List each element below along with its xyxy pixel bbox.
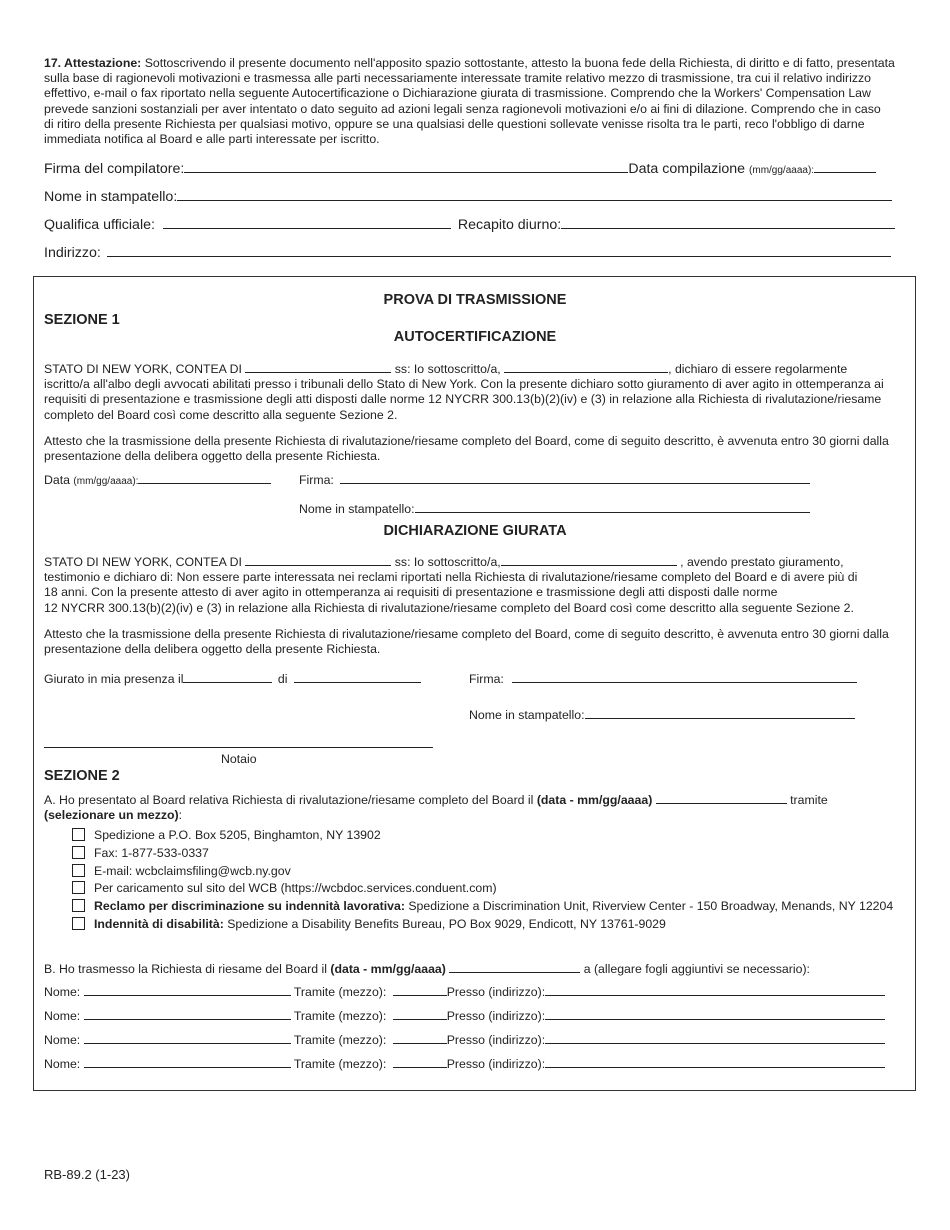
attestation-address-row: Indirizzo: — [44, 244, 891, 261]
address-field[interactable] — [107, 244, 891, 257]
attestation-label: 17. Attestazione: — [44, 56, 142, 70]
recipient-name-field[interactable] — [84, 983, 291, 996]
self-cert-date-row: Data (mm/gg/aaaa): — [44, 471, 271, 487]
attestation-title-row: Qualifica ufficiale: Recapito diurno: — [44, 216, 895, 233]
sworn-print-name-field[interactable] — [585, 706, 855, 719]
recipient-via-field[interactable] — [393, 1055, 447, 1068]
self-cert-print-name-field[interactable] — [415, 500, 810, 513]
sworn-paragraph: STATO DI NEW YORK, CONTEA DI ss: Io sottoscritto/a, , avendo prestato giuramento, testimonio e dichiaro di: Non essere parte interessata nei reclami riportati nella Richiesta di rivalutazione/riesame completo del Board e di avere più di 18 anni. Con la presente attesto di aver agito in ottemperanza ai requisiti di presentazione e trasmissione degli atti disposti dalle norme 12 NYCRR 300.13(b)(2)(iv) e (3) in relazione alla Richiesta di rivalutazione/riesame completo del Board così come descritto alla seguente Sezione 2. — [44, 555, 858, 615]
recipient-via-field[interactable] — [393, 983, 447, 996]
recipient-name-field[interactable] — [84, 1031, 291, 1044]
checkbox[interactable] — [72, 828, 85, 841]
date-field[interactable] — [814, 160, 876, 173]
checkbox[interactable] — [72, 917, 85, 930]
checkbox[interactable] — [72, 881, 85, 894]
recipient-row: Nome: Tramite (mezzo): Presso (indirizzo): — [44, 1007, 885, 1023]
checkbox[interactable] — [72, 899, 85, 912]
county-field[interactable] — [245, 360, 391, 373]
section1-label: SEZIONE 1 — [44, 312, 120, 328]
option-mail[interactable]: Spedizione a P.O. Box 5205, Binghamton, NY 13902 — [72, 828, 381, 842]
print-name-field[interactable] — [177, 188, 892, 201]
proof-title: PROVA DI TRASMISSIONE — [383, 292, 567, 308]
sworn-day-field[interactable] — [183, 670, 272, 683]
recipient-address-field[interactable] — [545, 983, 885, 996]
phone-field[interactable] — [561, 216, 895, 229]
checkbox[interactable] — [72, 846, 85, 859]
recipient-name-field[interactable] — [84, 1055, 291, 1068]
self-cert-print-name-row: Nome in stampatello: — [299, 500, 810, 516]
option-discrimination[interactable]: Reclamo per discriminazione su indennità lavorativa: Spedizione a Discrimination Unit, Riverview Center - 150 Broadway, Menands, NY 12204 — [72, 899, 893, 913]
section2-label: SEZIONE 2 — [44, 768, 120, 784]
sworn-signature-row: Firma: — [469, 670, 857, 686]
section2-a-text: A. Ho presentato al Board relativa Richiesta di rivalutazione/riesame completo del Board il (data - mm/gg/aaaa) tramite (selezionare un mezzo): — [44, 793, 828, 823]
attestation-print-name-row: Nome in stampatello: — [44, 188, 892, 205]
notary-signature-line[interactable] — [44, 747, 433, 748]
sworn-name-field[interactable] — [501, 553, 677, 566]
self-cert-signature-field[interactable] — [340, 471, 810, 484]
recipient-row: Nome: Tramite (mezzo): Presso (indirizzo): — [44, 983, 885, 999]
self-cert-paragraph: STATO DI NEW YORK, CONTEA DI ss: Io sottoscritto/a, , dichiaro di essere regolarmente iscritto/a all'albo degli avvocati abilitati presso i tribunali dello Stato di New York. Con la presente dichiaro sotto giuramento di aver agito in ottemperanza ai requisiti di presentazione e trasmissione degli atti disposti dalle norme 12 NYCRR 300.13(b)(2)(iv) e (3) in relazione alla Richiesta di rivalutazione/riesame completo del Board così come descritto alla seguente Sezione 2. — [44, 362, 884, 422]
transmit-date-field[interactable] — [449, 960, 580, 973]
notary-label: Notaio — [221, 752, 257, 766]
attestation-text: 17. Attestazione: Sottoscrivendo il presente documento nell'apposito spazio sottostante, attesto la buona fede della Richiesta, di diritto e di fatto, presentata sulla base di ragionevoli motivazioni e trasmessa alle parti necessariamente interessate tramite relativo mezzo di trasmissione, tra cui il relativo indirizzo effettivo, e-mail o fax riportato nella seguente Autocertificazione o Dichiarazione giurata di trasmissione. Comprendo che la Workers' Compensation Law prevede sanzioni sostanziali per aver intentato o dato seguito ad azioni legali senza ragionevoli motivazioni e/o ai fini di dilazione. Comprendo che in caso di ritiro della presente Richiesta per qualsiasi motivo, oppure se una qualsiasi delle questioni sollevate venisse risolta tra le parti, reco l'obbligo di darne immediata notifica al Board e alle parti interessate per iscritto. — [44, 56, 895, 147]
attestation-signature-row: Firma del compilatore: Data compilazione (mm/gg/aaaa): — [44, 160, 894, 177]
recipient-address-field[interactable] — [545, 1007, 885, 1020]
option-disability[interactable]: Indennità di disabilità: Spedizione a Disability Benefits Bureau, PO Box 9029, Endicott, NY 13761-9029 — [72, 917, 666, 931]
sworn-title: DICHIARAZIONE GIURATA — [383, 523, 567, 539]
self-cert-signature-row: Firma: — [299, 471, 810, 487]
sworn-county-field[interactable] — [245, 553, 391, 566]
recipient-row: Nome: Tramite (mezzo): Presso (indirizzo): — [44, 1031, 885, 1047]
form-id: RB-89.2 (1-23) — [44, 1167, 130, 1182]
recipient-name-field[interactable] — [84, 1007, 291, 1020]
self-cert-date-field[interactable] — [138, 471, 271, 484]
recipient-via-field[interactable] — [393, 1007, 447, 1020]
self-cert-paragraph-2: Attesto che la trasmissione della presente Richiesta di rivalutazione/riesame completo del Board, come di seguito descritto, è avvenuta entro 30 giorni dalla presentazione della delibera oggetto della presente Richiesta. — [44, 434, 889, 464]
title-field[interactable] — [163, 216, 451, 229]
name-field[interactable] — [504, 360, 668, 373]
filing-date-field[interactable] — [656, 791, 787, 804]
option-email[interactable]: E-mail: wcbclaimsfiling@wcb.ny.gov — [72, 864, 291, 878]
sworn-month-field[interactable] — [294, 670, 421, 683]
sworn-date-row: Giurato in mia presenza il di — [44, 670, 421, 686]
section2-b-text: B. Ho trasmesso la Richiesta di riesame del Board il (data - mm/gg/aaaa) a (allegare fogli aggiuntivi se necessario): — [44, 962, 810, 976]
option-fax[interactable]: Fax: 1-877-533-0337 — [72, 846, 209, 860]
option-upload[interactable]: Per caricamento sul sito del WCB (https://wcbdoc.services.conduent.com) — [72, 881, 497, 895]
signature-field[interactable] — [184, 160, 628, 173]
recipient-via-field[interactable] — [393, 1031, 447, 1044]
recipient-address-field[interactable] — [545, 1055, 885, 1068]
recipient-row: Nome: Tramite (mezzo): Presso (indirizzo): — [44, 1055, 885, 1071]
sworn-signature-field[interactable] — [512, 670, 857, 683]
recipient-address-field[interactable] — [545, 1031, 885, 1044]
sworn-print-name-row: Nome in stampatello: — [469, 706, 855, 722]
checkbox[interactable] — [72, 864, 85, 877]
sworn-paragraph-2: Attesto che la trasmissione della presente Richiesta di rivalutazione/riesame completo del Board, come di seguito descritto, è avvenuta entro 30 giorni dalla presentazione della delibera oggetto della presente Richiesta. — [44, 627, 889, 657]
self-cert-title: AUTOCERTIFICAZIONE — [393, 329, 557, 345]
